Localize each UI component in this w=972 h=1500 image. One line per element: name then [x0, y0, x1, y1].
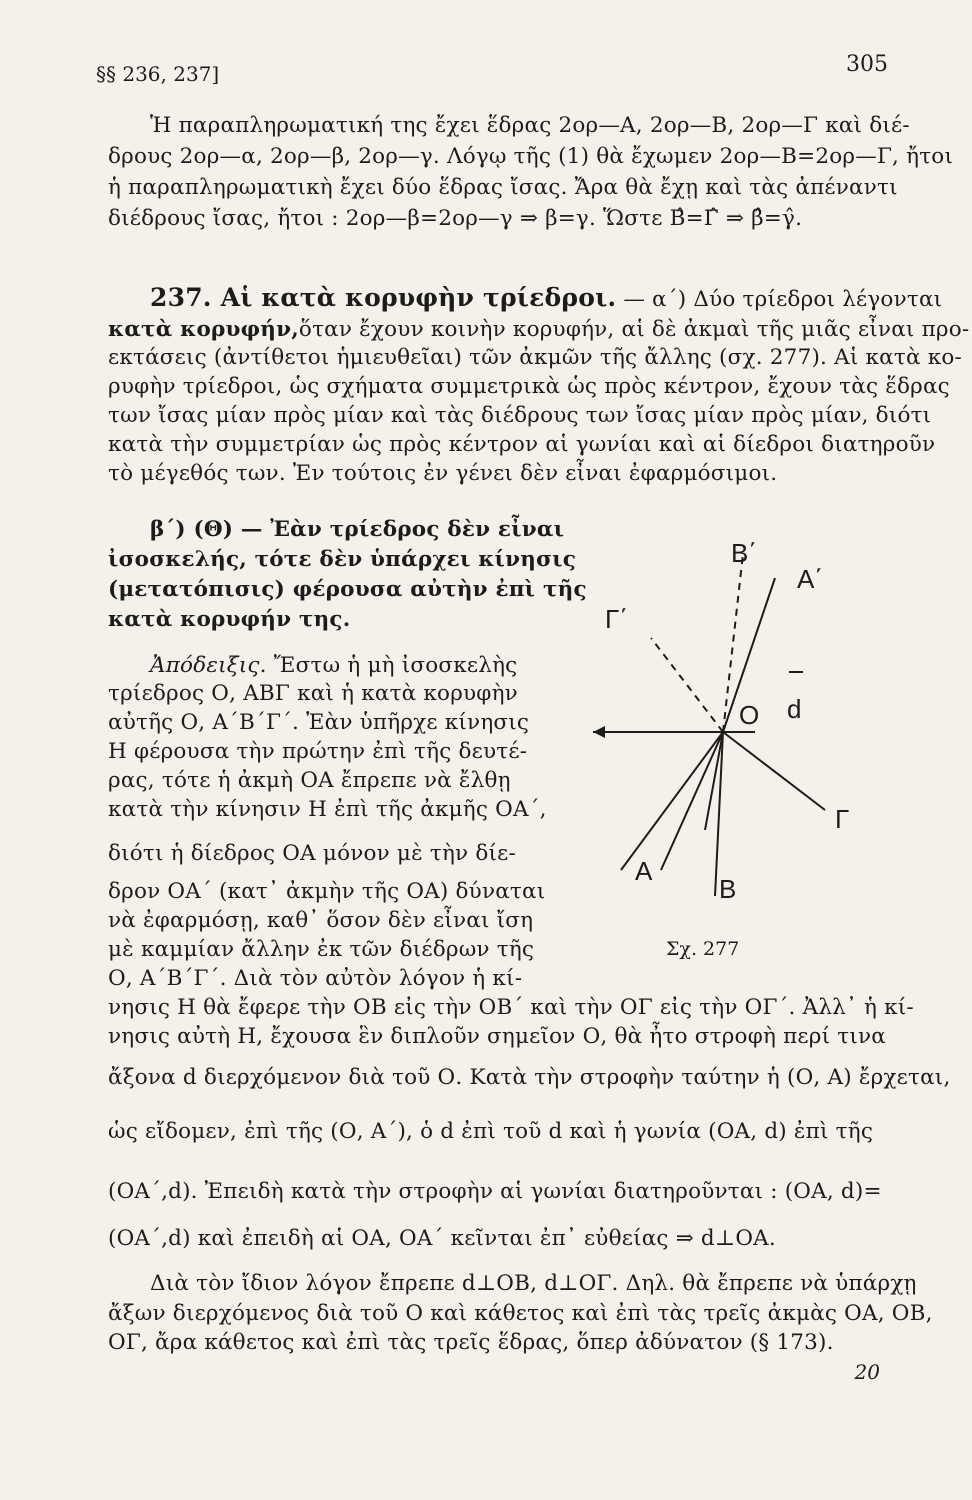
text-line: Διὰ τὸν ἴδιον λόγον ἔπρεπε d⊥ΟΒ, d⊥ΟΓ. Δηλ. θὰ ἔπρεπε νὰ ὑπάρχῃ: [150, 1271, 917, 1296]
text-line: ἡ παραπληρωματικὴ ἔχει δύο ἕδρας ἴσας. Ἄρα θὰ ἔχῃ καὶ τὰς ἀπέναντι: [108, 175, 898, 200]
text-line: Ο, Α΄Β΄Γ΄. Διὰ τὸν αὐτὸν λόγον ἡ κί-: [108, 966, 523, 991]
signature-mark: 20: [854, 1360, 880, 1384]
text-line: ἄξων διερχόμενος διὰ τοῦ Ο καὶ κάθετος καὶ ἐπὶ τὰς τρεῖς ἀκμὰς ΟΑ, ΟΒ,: [108, 1301, 933, 1326]
page-number: 305: [846, 52, 888, 77]
text-line: ρας, τότε ἡ ἀκμὴ ΟΑ ἔπρεπε νὰ ἔλθῃ: [108, 768, 511, 793]
edge-extra-left: [621, 732, 723, 870]
text-line: (ΟΑ΄,d). Ἐπειδὴ κατὰ τὴν στροφὴν αἱ γωνίαι διατηροῦνται : (ΟΑ, d)=: [108, 1179, 882, 1204]
text-line: (ΟΑ΄,d) καὶ ἐπειδὴ αἱ ΟΑ, ΟΑ΄ κεῖνται ἐπ᾽ εὐθείας ⇒ d⊥ΟΑ.: [108, 1226, 776, 1251]
term-bold: κατὰ κορυφήν,: [108, 317, 299, 342]
text-line: νησις αὐτὴ Η, ἔχουσα ἓν διπλοῦν σημεῖον Ο, θὰ ἦτο στροφὴ περί τινα: [108, 1024, 886, 1049]
text-line: δρους 2ορ—α, 2ορ—β, 2ορ—γ. Λόγῳ τῆς (1) θὰ ἔχωμεν 2ορ—Β=2ορ—Γ, ἤτοι: [108, 144, 954, 169]
theorem-line: ἰσοσκελής, τότε δὲν ὑπάρχει κίνησις: [108, 547, 577, 572]
label-G-prime: Γ΄: [605, 604, 628, 634]
text-line: νὰ ἐφαρμόσῃ, καθ᾽ ὅσον δὲν εἶναι ἴση: [108, 908, 534, 933]
text-line: διότι ἡ δίεδρος ΟΑ μόνον μὲ τὴν δίε-: [108, 841, 516, 866]
theorem-line: (μετατόπισις) φέρουσα αὐτὴν ἐπὶ τῆς: [108, 577, 587, 602]
text-line: Ἡ παραπληρωματική της ἔχει ἕδρας 2ορ—Α, 2ορ—Β, 2ορ—Γ καὶ διέ-: [150, 113, 910, 138]
text-line: εκτάσεις (ἀντίθετοι ἡμιευθεῖαι) τῶν ἀκμῶν τῆς ἄλλης (σχ. 277). Αἱ κατὰ κο-: [108, 345, 962, 370]
text-line: ρυφὴν τρίεδροι, ὡς σχήματα συμμετρικὰ ὡς πρὸς κέντρον, ἔχουν τὰς ἕδρας: [108, 374, 950, 399]
edge-OA: [661, 732, 723, 870]
proof-first-line: [150, 652, 517, 680]
label-A: A: [635, 856, 653, 886]
label-B-prime: B΄: [731, 538, 757, 568]
text-line: κατὰ τὴν συμμετρίαν ὡς πρὸς κέντρον αἱ γωνίαι καὶ αἱ δίεδροι διατηροῦν: [108, 432, 936, 457]
text-fragment: Ἔστω ἡ μὴ ἰσοσκελὴς: [273, 653, 518, 678]
text-line: δρον ΟΑ΄ (κατ᾽ ἀκμὴν τῆς ΟΑ) δύναται: [108, 879, 546, 904]
text-line: ἄξονα d διερχόμενον διὰ τοῦ Ο. Κατὰ τὴν στροφὴν ταύτην ἡ (Ο, Α) ἔρχεται,: [108, 1065, 951, 1090]
text-line: αὐτῆς Ο, Α΄Β΄Γ΄. Ἐὰν ὑπῆρχε κίνησις: [108, 710, 530, 735]
text-fragment: ὅταν ἔχουν κοινὴν κορυφήν, αἱ δὲ ἀκμαὶ τῆς μιᾶς εἶναι προ-: [298, 317, 970, 342]
figure-caption: Σχ. 277: [666, 938, 740, 960]
section-heading: 237. Αἱ κατὰ κορυφὴν τρίεδροι.: [150, 283, 617, 312]
label-A-prime: A΄: [797, 564, 823, 594]
text-line: των ἴσας μίαν πρὸς μίαν καὶ τὰς διέδρους των ἴσας μίαν πρὸς μίαν, διότι: [108, 403, 932, 428]
label-B: B: [719, 874, 737, 904]
text-line: κατὰ τὴν κίνησιν Η ἐπὶ τῆς ἀκμῆς ΟΑ΄,: [108, 797, 547, 822]
axis-arrowhead: [593, 726, 605, 738]
label-G: Γ: [835, 804, 850, 834]
theorem-line: β΄) (Θ) — Ἐὰν τρίεδρος δὲν εἶναι: [150, 517, 565, 542]
text-line: Η φέρουσα τὴν πρώτην ἐπὶ τῆς δευτέ-: [108, 739, 528, 764]
text-line: νησις Η θὰ ἔφερε τὴν ΟΒ εἰς τὴν ΟΒ΄ καὶ τὴν ΟΓ εἰς τὴν ΟΓ΄. Ἀλλ᾽ ἡ κί-: [108, 995, 914, 1020]
section-reference: §§ 236, 237]: [96, 62, 220, 86]
text-line: μὲ καμμίαν ἄλλην ἐκ τῶν διέδρων τῆς: [108, 937, 535, 962]
figure-277-trihedra: [565, 510, 865, 920]
text-line: ὡς εἴδομεν, ἐπὶ τῆς (Ο, Α΄), ὁ d ἐπὶ τοῦ d καὶ ἡ γωνία (ΟΑ, d) ἐπὶ τῆς: [108, 1119, 874, 1144]
theorem-line: κατὰ κορυφήν της.: [108, 607, 351, 632]
text-line: τρίεδρος Ο, ΑΒΓ καὶ ἡ κατὰ κορυφὴν: [108, 681, 518, 706]
label-O: O: [739, 700, 760, 730]
proof-label: Ἀπόδειξις.: [150, 653, 267, 678]
edge-OG-prime-dashed: [651, 638, 723, 732]
edge-OG: [723, 732, 825, 810]
label-d: d: [787, 694, 802, 724]
text-line: διέδρους ἴσας, ἤτοι : 2ορ—β=2ορ—γ ⇒ β=γ. Ὥστε Β̂=Γ̂ ⇒ β̂=γ̂.: [108, 206, 803, 231]
text-line: ΟΓ, ἄρα κάθετος καὶ ἐπὶ τὰς τρεῖς ἕδρας, ὅπερ ἀδύνατον (§ 173).: [108, 1330, 834, 1355]
text-line: [108, 316, 969, 344]
section-lead: — α΄) Δύο τρίεδροι λέγονται: [623, 287, 943, 312]
text-line: τὸ μέγεθός των. Ἐν τούτοις ἐν γένει δὲν εἶναι ἐφαρμόσιμοι.: [108, 461, 778, 486]
section-heading-line: [150, 284, 942, 314]
